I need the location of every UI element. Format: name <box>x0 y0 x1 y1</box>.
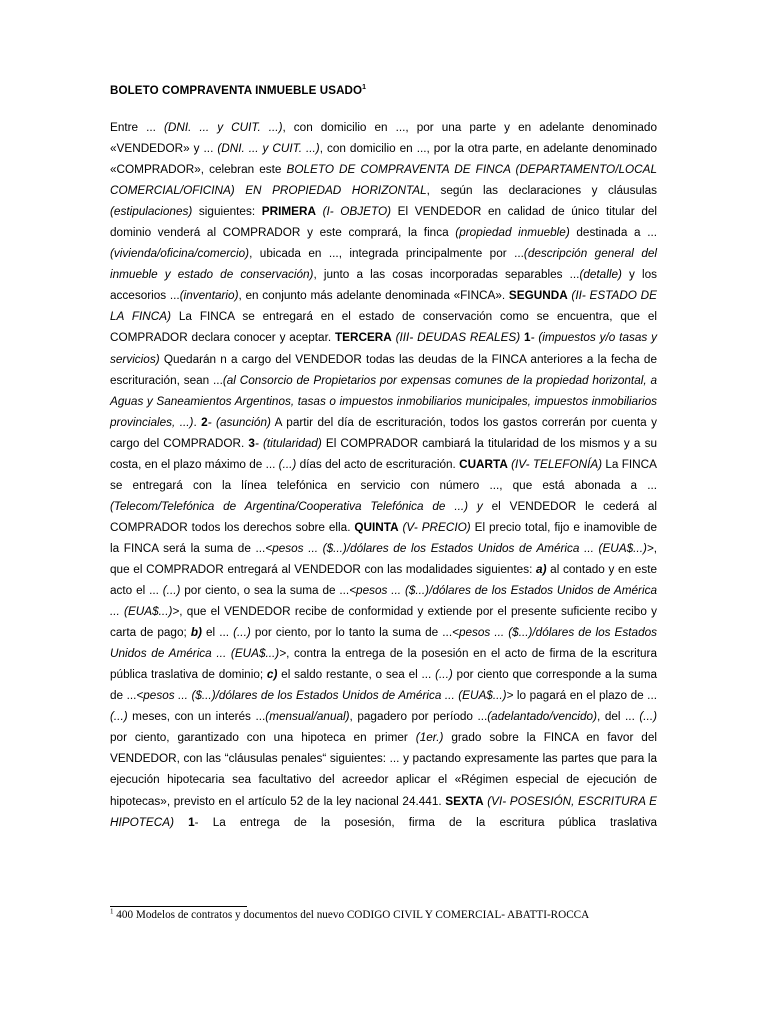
text-run: (...) <box>162 584 181 598</box>
text-run: La FINCA se entregará con la línea telefónica en servicio con número ..., que está abonada a ... <box>110 457 657 492</box>
text-run: (...) <box>639 710 657 724</box>
text-run: el VENDEDOR le cederá al COMPRADOR todos los derechos sobre ella. <box>110 499 657 534</box>
text-run: y los accesorios ... <box>110 268 657 303</box>
text-run: , según las declaraciones y cláusulas <box>426 184 657 198</box>
footnote <box>110 908 650 922</box>
text-run: destinada a ... <box>569 226 657 240</box>
text-run: (DNI. ... y CUIT. ...) <box>163 121 283 134</box>
text-run: , ubicada en ..., integrada principalmente por ... <box>249 247 524 261</box>
text-run: (...) <box>278 457 297 471</box>
text-run: (mensual/anual) <box>265 710 350 724</box>
clause-heading-quinta: QUINTA <box>354 520 399 534</box>
item-number: 2 <box>201 415 208 429</box>
clause-heading-tercera: TERCERA <box>334 331 392 345</box>
text-run: (inventario) <box>179 289 239 303</box>
text-run: , junto a las cosas incorporadas separables ... <box>313 268 580 282</box>
text-run: El precio total, fijo e inamovible de la FINCA será la suma de ... <box>110 520 658 555</box>
item-number: 1 <box>173 815 195 829</box>
text-run: (Telecom/Telefónica de Argentina/Cooperativa Telefónica de ...) y <box>110 499 483 513</box>
document-title <box>110 84 657 97</box>
footnote-separator <box>110 906 247 907</box>
text-run: (DNI. ... y CUIT. ...) <box>217 142 320 156</box>
clause-subtitle: (IV- TELEFONÍA) <box>507 457 603 471</box>
text-run: , en conjunto más adelante denominada «FINCA». <box>238 289 509 303</box>
text-run: Entre ... <box>110 121 164 134</box>
text-run: La FINCA se entregará en el estado de conservación como se encuentra, que el COMPRADOR declara conocer y aceptar. <box>110 310 658 345</box>
text-run: días del acto de escrituración. <box>296 457 460 471</box>
text-run: , con domicilio en ..., por la otra parte, en adelante denominado «COMPRADOR», celebran este <box>110 142 657 177</box>
text-run: (estipulaciones) <box>110 205 193 219</box>
text-run: - (impuestos y/o tasas y servicios) <box>110 331 657 366</box>
text-run: , del ... <box>597 710 640 724</box>
item-number: 1 <box>520 331 531 345</box>
text-run: grado sobre la FINCA en favor del VENDEDOR, con las “cláusulas penales“ siguientes: ... y pactando expresamente las partes que para la ejecución hipotecaria sea facultativo del acreedor aplicar el «Régimen especial de ejecución de hipotecas», previsto en el artículo 52 de la ley nacional 24.441. <box>110 731 657 808</box>
item-letter: c) <box>266 668 278 682</box>
clause-heading-cuarta: CUARTA <box>459 457 508 471</box>
text-run: (detalle) <box>579 268 622 282</box>
text-run: <pesos ... ($...)/dólares de los Estados Unidos de América ... (EUA$...)> <box>110 584 657 619</box>
item-number: 3 <box>248 436 255 450</box>
text-run: (adelantado/vencido) <box>487 710 598 724</box>
text-run: lo pagará en el plazo de ... <box>513 689 657 703</box>
clause-subtitle: (V- PRECIO) <box>398 520 471 534</box>
text-run: por ciento, o sea la suma de ... <box>180 584 350 598</box>
clause-heading-segunda: SEGUNDA <box>508 289 568 303</box>
text-run: siguientes: <box>192 205 262 219</box>
text-run: <pesos ... ($...)/dólares de los Estados Unidos de América ... (EUA$...)> <box>265 541 654 555</box>
text-run: (al Consorcio de Propietarios por expensas comunes de la propiedad horizontal, a Aguas y Saneamientos Argentinos, tasas o impuestos inmobiliarios municipales, impuestos inmobiliarios provinciales, ...) <box>110 373 657 429</box>
clause-subtitle: (I- OBJETO) <box>315 205 392 219</box>
text-run: (descripción general del inmueble y estado de conservación) <box>110 247 657 282</box>
contract-body <box>110 117 657 833</box>
title-text: BOLETO COMPRAVENTA INMUEBLE USADO <box>110 84 363 97</box>
clause-subtitle: (VI- POSESIÓN, ESCRITURA E HIPOTECA) <box>110 794 657 829</box>
text-run: (vivienda/oficina/comercio) <box>110 247 250 261</box>
text-run: - (asunción) <box>207 415 271 429</box>
text-run: <pesos ... ($...)/dólares de los Estados Unidos de América ... (EUA$...)> <box>136 689 514 703</box>
clause-subtitle: (III- DEUDAS REALES) <box>391 331 521 345</box>
clause-heading-primera: PRIMERA <box>261 205 316 219</box>
clause-subtitle: (II- ESTADO DE LA FINCA) <box>110 289 658 324</box>
text-run: el ... <box>201 626 234 640</box>
footnote-marker: 1 <box>110 907 114 916</box>
clause-heading-sexta: SEXTA <box>445 794 484 808</box>
title-footnote-marker: 1 <box>362 84 367 92</box>
text-run: al contado y en este acto el ... <box>110 562 657 598</box>
text-run: por ciento, garantizado con una hipoteca en primer <box>110 731 416 745</box>
text-run: (propiedad inmueble) <box>455 226 570 240</box>
text-run: . <box>193 415 202 429</box>
text-run: - La entrega de la posesión, firma de la escritura pública traslativa <box>194 815 657 829</box>
text-run: (...) <box>435 668 453 682</box>
document-page <box>110 84 657 833</box>
text-run: - (titularidad) <box>254 436 322 450</box>
text-run: por ciento que corresponde a la suma de ... <box>110 668 657 703</box>
text-run: , que el VENDEDOR recibe de conformidad y extiende por el presente suficiente recibo y carta de pago; <box>110 605 658 640</box>
text-run: Quedarán n a cargo del VENDEDOR todas las deudas de la FINCA anteriores a la fecha de escrituración, sean ... <box>110 352 657 387</box>
text-run: , con domicilio en ..., por una parte y en adelante denominado «VENDEDOR» y ... <box>110 121 657 156</box>
text-run: El VENDEDOR en calidad de único titular del dominio venderá al COMPRADOR y este comprará, la finca <box>110 205 658 240</box>
text-run: meses, con un interés ... <box>127 710 266 724</box>
text-run: BOLETO DE COMPRAVENTA DE FINCA (DEPARTAMENTO/LOCAL COMERCIAL/OFICINA) EN PROPIEDAD HORIZONTAL <box>110 163 657 198</box>
text-run: , contra la entrega de la posesión en el acto de firma de la escritura pública traslativa de dominio; <box>110 647 657 682</box>
text-run: , pagadero por período ... <box>349 710 488 724</box>
text-run: (1er.) <box>415 731 444 745</box>
text-run: A partir del día de escrituración, todos los gastos correrán por cuenta y cargo del COMPRADOR. <box>110 415 658 450</box>
item-letter: b) <box>190 626 202 640</box>
footnote-text: 400 Modelos de contratos y documentos del nuevo CODIGO CIVIL Y COMERCIAL- ABATTI-ROCCA <box>113 909 590 921</box>
text-run: el saldo restante, o sea el ... <box>277 668 436 682</box>
text-run: por ciento, por lo tanto la suma de ... <box>250 626 453 640</box>
text-run: <pesos ... ($...)/dólares de los Estados Unidos de América ... (EUA$...)> <box>110 626 658 661</box>
text-run: , que el COMPRADOR entregará al VENDEDOR con las modalidades siguientes: <box>110 541 657 576</box>
text-run: (...) <box>233 626 251 640</box>
item-letter: a) <box>536 562 547 576</box>
text-run: (...) <box>110 710 128 724</box>
text-run: El COMPRADOR cambiará la titularidad de los mismos y a su costa, en el plazo máximo de ... <box>110 436 657 471</box>
